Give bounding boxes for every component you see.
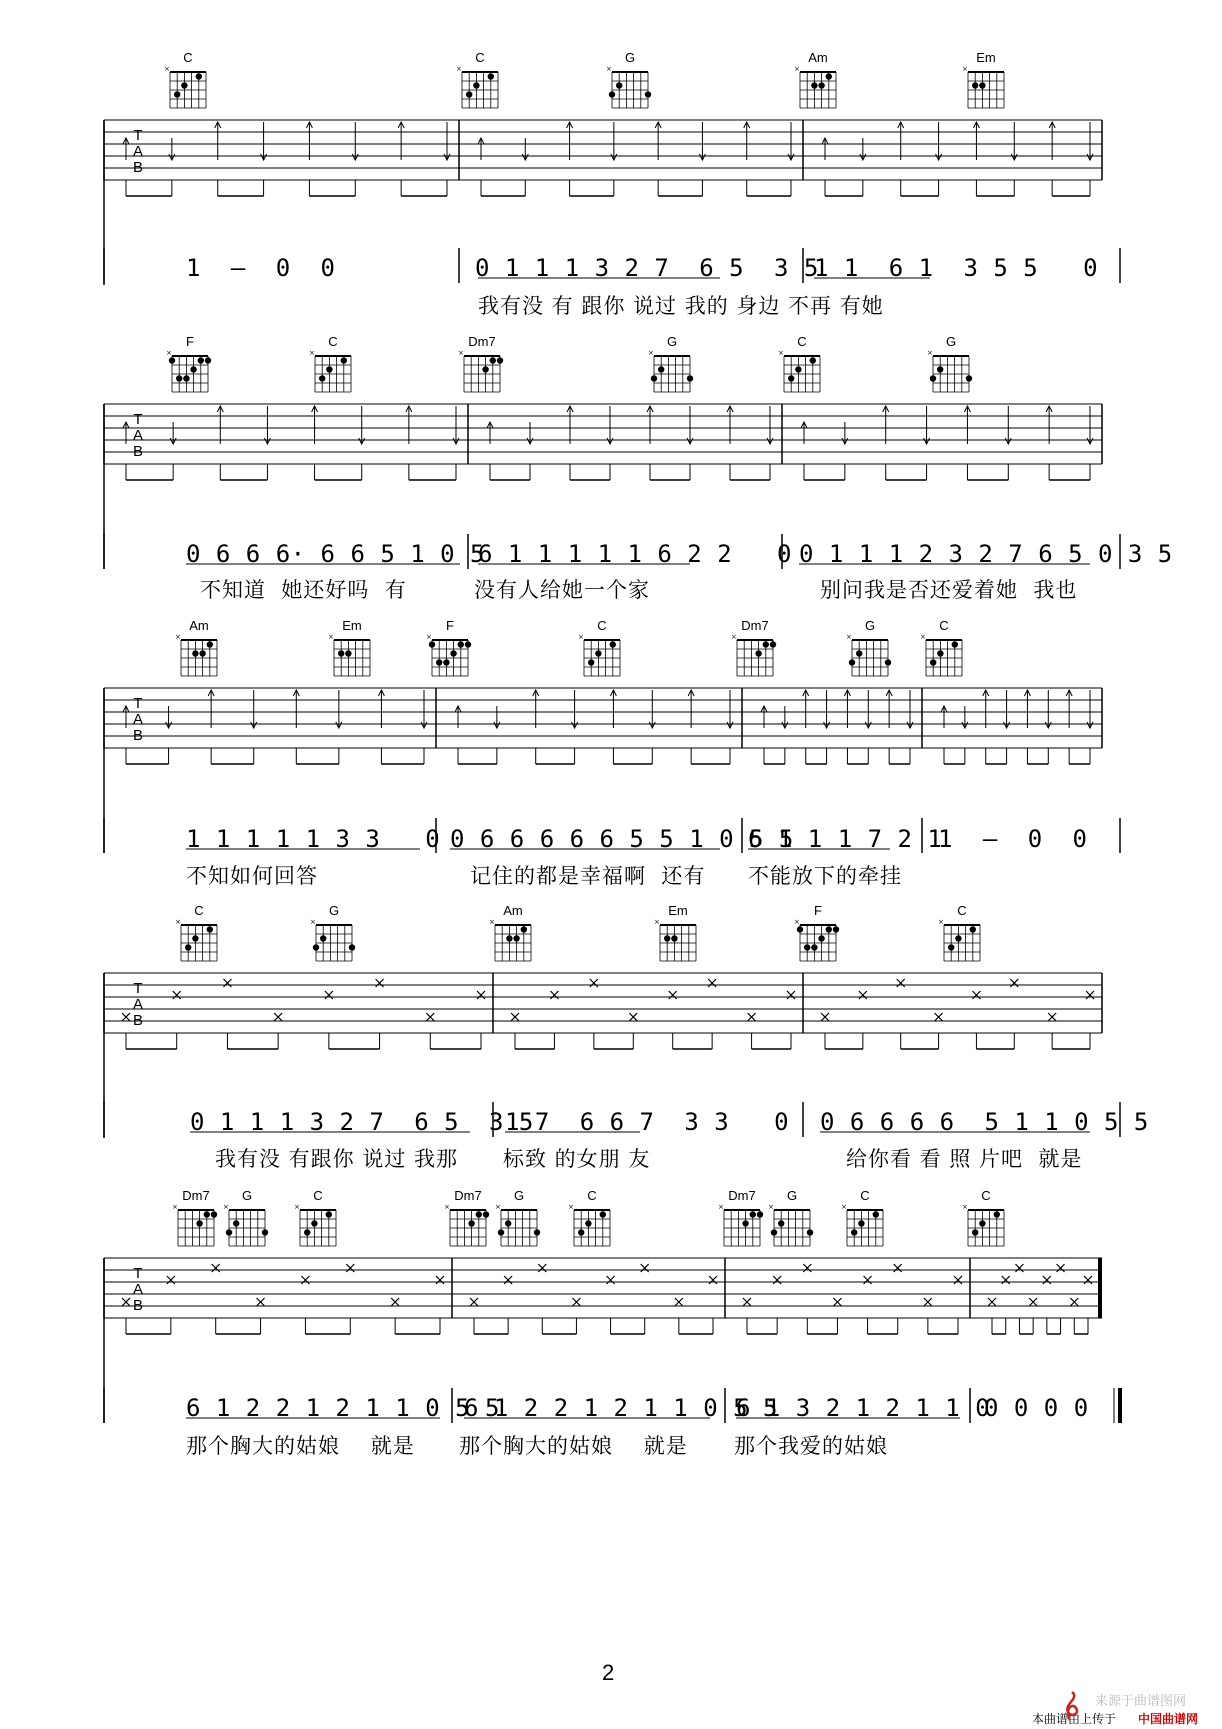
lyric-s2-a: 不知道 她还好吗 有 (200, 578, 407, 602)
chord-name: C (475, 50, 485, 65)
chord-grid (646, 350, 698, 394)
chord-name: G (666, 334, 678, 349)
muted-stroke-x (391, 1298, 399, 1306)
tab-clef-letter: A (132, 711, 144, 728)
notation-s4-m2: 1 7 6 6 7 3 3 0 (505, 1108, 790, 1136)
chord-grid (792, 919, 844, 963)
notation-s3-m2: 0 6 6 6 6 6 5 5 1 0 5 5 (450, 825, 794, 853)
watermark-text: 来源于曲谱图网 (1095, 1694, 1187, 1709)
chord-grid (493, 1204, 545, 1248)
treble-clef-logo (1058, 1690, 1086, 1726)
svg-text:×: × (458, 350, 464, 357)
chord-grid (925, 350, 977, 394)
svg-text:×: × (654, 919, 660, 926)
tab-clef-letter: T (133, 695, 143, 712)
muted-stroke-x (1086, 991, 1094, 999)
muted-stroke-x (1048, 1013, 1056, 1021)
chord-name: G (786, 1188, 798, 1203)
chord-grid (442, 1204, 494, 1248)
chord-grid (162, 66, 214, 110)
muted-stroke-x (504, 1276, 512, 1284)
chord-name: G (624, 50, 636, 65)
chord-grid (936, 919, 988, 963)
chord-grid (307, 350, 359, 394)
svg-text:×: × (606, 66, 612, 73)
svg-text:×: × (444, 1204, 450, 1211)
svg-text:×: × (794, 66, 800, 73)
muted-stroke-x (122, 1298, 130, 1306)
lyric-s3-a: 不知如何回答 (186, 864, 318, 888)
muted-stroke-x (346, 1264, 354, 1272)
chord-grid (960, 1204, 1012, 1248)
svg-text:×: × (927, 350, 933, 357)
svg-text:×: × (962, 66, 968, 73)
tab-clef-letter: B (132, 1297, 144, 1314)
chord-name: C (597, 618, 607, 633)
svg-text:×: × (456, 66, 462, 73)
svg-text:×: × (731, 634, 737, 641)
muted-stroke-x (859, 991, 867, 999)
muted-stroke-x (748, 1013, 756, 1021)
svg-text:×: × (166, 350, 172, 357)
muted-stroke-x (538, 1264, 546, 1272)
muted-stroke-x (436, 1276, 444, 1284)
muted-stroke-x (1010, 979, 1018, 987)
site-brand: 中国曲谱网 (1138, 1712, 1199, 1726)
svg-text:×: × (938, 919, 944, 926)
chord-name: F (814, 903, 822, 918)
svg-text:×: × (794, 919, 800, 926)
chord-grid (766, 1204, 818, 1248)
muted-stroke-x (325, 991, 333, 999)
muted-stroke-x (1015, 1264, 1023, 1272)
tab-clef-letter: T (133, 1265, 143, 1282)
muted-stroke-x (897, 979, 905, 987)
muted-stroke-x (426, 1013, 434, 1021)
chord-name: C (194, 903, 204, 918)
muted-stroke-x (1070, 1298, 1078, 1306)
notation-s3-m4: 1 – 0 0 (938, 825, 1088, 853)
muted-stroke-x (894, 1264, 902, 1272)
svg-text:×: × (310, 919, 316, 926)
svg-text:×: × (294, 1204, 300, 1211)
chord-name: C (183, 50, 193, 65)
chord-name: Em (668, 903, 688, 918)
tab-clef-letter: A (132, 1281, 144, 1298)
notation-s1-m1: 1 – 0 0 (186, 254, 336, 282)
tab-clef-letter: A (132, 996, 144, 1013)
muted-stroke-x (629, 1013, 637, 1021)
chord-name: Dm7 (741, 618, 769, 633)
chord-grid (776, 350, 828, 394)
muted-stroke-x (212, 1264, 220, 1272)
chord-grid (729, 634, 781, 678)
chord-name: Dm7 (454, 1188, 482, 1203)
chord-grid (487, 919, 539, 963)
svg-text:×: × (426, 634, 432, 641)
chord-name: C (957, 903, 967, 918)
svg-text:×: × (778, 350, 784, 357)
lyric-s5-a: 那个胸大的姑娘 就是 (186, 1434, 415, 1458)
svg-text:×: × (768, 1204, 774, 1211)
chord-grid (576, 634, 628, 678)
chord-name: G (328, 903, 340, 918)
chord-name: Am (189, 618, 209, 633)
tab-clef-letter: T (133, 411, 143, 428)
chord-grid (652, 919, 704, 963)
chord-name: Em (976, 50, 996, 65)
muted-stroke-x (1043, 1276, 1051, 1284)
notation-s2-m1: 0 6 6 6· 6 6 5 1 0 5 (186, 540, 485, 568)
tab-clef-letter: B (132, 443, 144, 460)
svg-text:×: × (578, 634, 584, 641)
lyric-s4-c: 给你看 看 照 片吧 就是 (846, 1147, 1083, 1171)
svg-text:×: × (648, 350, 654, 357)
notation-s5-m2: 6 1 2 2 1 2 1 1 0 5 5 (464, 1394, 778, 1422)
chord-name: Am (503, 903, 523, 918)
svg-text:×: × (962, 1204, 968, 1211)
chord-name: Dm7 (182, 1188, 210, 1203)
chord-grid (918, 634, 970, 678)
notation-s5-m1: 6 1 2 2 1 2 1 1 0 5 5 (186, 1394, 500, 1422)
svg-text:×: × (841, 1204, 847, 1211)
notation-s2-m3: 0 1 1 1 2 3 2 7 6 5 0 3 5 (799, 540, 1173, 568)
tab-clef-letter: B (132, 1012, 144, 1029)
muted-stroke-x (803, 1264, 811, 1272)
notation-s3-m1: 1 1 1 1 1 3 3 0 (186, 825, 441, 853)
svg-text:×: × (328, 634, 334, 641)
chord-name: Dm7 (468, 334, 496, 349)
muted-stroke-x (669, 991, 677, 999)
chord-grid (221, 1204, 273, 1248)
muted-stroke-x (301, 1276, 309, 1284)
muted-stroke-x (1002, 1276, 1010, 1284)
chord-grid (792, 66, 844, 110)
chord-name: Dm7 (728, 1188, 756, 1203)
muted-stroke-x (167, 1276, 175, 1284)
tab-clef-letter: T (133, 127, 143, 144)
muted-stroke-x (821, 1013, 829, 1021)
lyric-s2-b: 没有人给她一个家 (474, 578, 650, 602)
chord-name: F (186, 334, 194, 349)
chord-name: C (313, 1188, 323, 1203)
lyric-s5-b: 那个胸大的姑娘 就是 (459, 1434, 688, 1458)
muted-stroke-x (972, 991, 980, 999)
notation-s1-m2: 0 1 1 1 3 2 7 6 5 3 5 (475, 254, 819, 282)
chord-name: G (945, 334, 957, 349)
lyric-s1: 我有没 有 跟你 说过 我的 身边 不再 有她 (478, 294, 884, 318)
tab-clef-letter: B (132, 727, 144, 744)
muted-stroke-x (864, 1276, 872, 1284)
chord-grid (456, 350, 508, 394)
muted-stroke-x (924, 1298, 932, 1306)
svg-text:×: × (175, 634, 181, 641)
muted-stroke-x (572, 1298, 580, 1306)
lyric-s5-c: 那个我爱的姑娘 (734, 1434, 888, 1458)
muted-stroke-x (590, 979, 598, 987)
chord-name: C (981, 1188, 991, 1203)
page-number: 2 (602, 1660, 615, 1685)
notation-s5-m3: 6 1 3 2 1 2 1 1 0 (736, 1394, 991, 1422)
chord-name: G (864, 618, 876, 633)
muted-stroke-x (376, 979, 384, 987)
muted-stroke-x (935, 1013, 943, 1021)
chord-grid (308, 919, 360, 963)
chord-name: C (797, 334, 807, 349)
notation-s4-m1: 0 1 1 1 3 2 7 6 5 3 5 (190, 1108, 534, 1136)
lyric-s4-b: 标致 的女朋 友 (503, 1147, 651, 1171)
muted-stroke-x (833, 1298, 841, 1306)
notation-s4-m3: 0 6 6 6 6 5 1 1 0 5 5 (820, 1108, 1149, 1136)
muted-stroke-x (641, 1264, 649, 1272)
chord-name: Em (342, 618, 362, 633)
muted-stroke-x (607, 1276, 615, 1284)
chord-grid (170, 1204, 222, 1248)
chord-name: G (241, 1188, 253, 1203)
chord-name: C (939, 618, 949, 633)
muted-stroke-x (511, 1013, 519, 1021)
notation-s3-m3: 6 1 1 1 7 2 1 (748, 825, 943, 853)
tab-clef-letter: A (132, 143, 144, 160)
muted-stroke-x (787, 991, 795, 999)
chord-grid (604, 66, 656, 110)
muted-stroke-x (709, 1276, 717, 1284)
chord-grid (424, 634, 476, 678)
muted-stroke-x (954, 1276, 962, 1284)
svg-text:×: × (846, 634, 852, 641)
muted-stroke-x (1029, 1298, 1037, 1306)
muted-stroke-x (122, 1013, 130, 1021)
muted-stroke-x (470, 1298, 478, 1306)
chord-name: C (860, 1188, 870, 1203)
tab-clef-letter: B (132, 159, 144, 176)
svg-text:×: × (718, 1204, 724, 1211)
muted-stroke-x (708, 979, 716, 987)
svg-text:×: × (489, 919, 495, 926)
chord-name: C (328, 334, 338, 349)
muted-stroke-x (550, 991, 558, 999)
muted-stroke-x (223, 979, 231, 987)
chord-name: C (587, 1188, 597, 1203)
tab-clef-letter: A (132, 427, 144, 444)
chord-grid (716, 1204, 768, 1248)
notation-s1-m3: 1 1 6 1 3 5 5 0 (814, 254, 1099, 282)
svg-text:×: × (164, 66, 170, 73)
muted-stroke-x (1084, 1276, 1092, 1284)
notation-s2-m2: 6 1 1 1 1 1 6 2 2 0 (478, 540, 792, 568)
svg-text:×: × (495, 1204, 501, 1211)
svg-text:×: × (172, 1204, 178, 1211)
chord-grid (173, 634, 225, 678)
chord-grid (326, 634, 378, 678)
chord-grid (960, 66, 1012, 110)
lyric-s2-c: 别问我是否还爱着她 我也 (820, 578, 1078, 602)
muted-stroke-x (675, 1298, 683, 1306)
chord-name: G (513, 1188, 525, 1203)
muted-stroke-x (988, 1298, 996, 1306)
lyric-s3-c: 不能放下的牵挂 (748, 864, 902, 888)
muted-stroke-x (257, 1298, 265, 1306)
muted-stroke-x (477, 991, 485, 999)
chord-grid (173, 919, 225, 963)
muted-stroke-x (773, 1276, 781, 1284)
uploader-text: 本曲谱由上传于 (1032, 1712, 1117, 1726)
chord-name: Am (808, 50, 828, 65)
svg-text:×: × (175, 919, 181, 926)
svg-text:×: × (223, 1204, 229, 1211)
muted-stroke-x (1057, 1264, 1065, 1272)
tab-clef-letter: T (133, 980, 143, 997)
lyric-s3-b: 记住的都是幸福啊 还有 (470, 864, 706, 888)
svg-text:×: × (920, 634, 926, 641)
chord-name: F (446, 618, 454, 633)
svg-text:×: × (309, 350, 315, 357)
muted-stroke-x (274, 1013, 282, 1021)
notation-s5-m4: 0 0 0 0 (984, 1394, 1089, 1422)
chord-grid (839, 1204, 891, 1248)
chord-grid (454, 66, 506, 110)
svg-text:×: × (568, 1204, 574, 1211)
muted-stroke-x (743, 1298, 751, 1306)
muted-stroke-x (173, 991, 181, 999)
chord-grid (566, 1204, 618, 1248)
chord-grid (164, 350, 216, 394)
lyric-s4-a: 我有没 有跟你 说过 我那 (215, 1147, 459, 1171)
chord-grid (292, 1204, 344, 1248)
chord-grid (844, 634, 896, 678)
